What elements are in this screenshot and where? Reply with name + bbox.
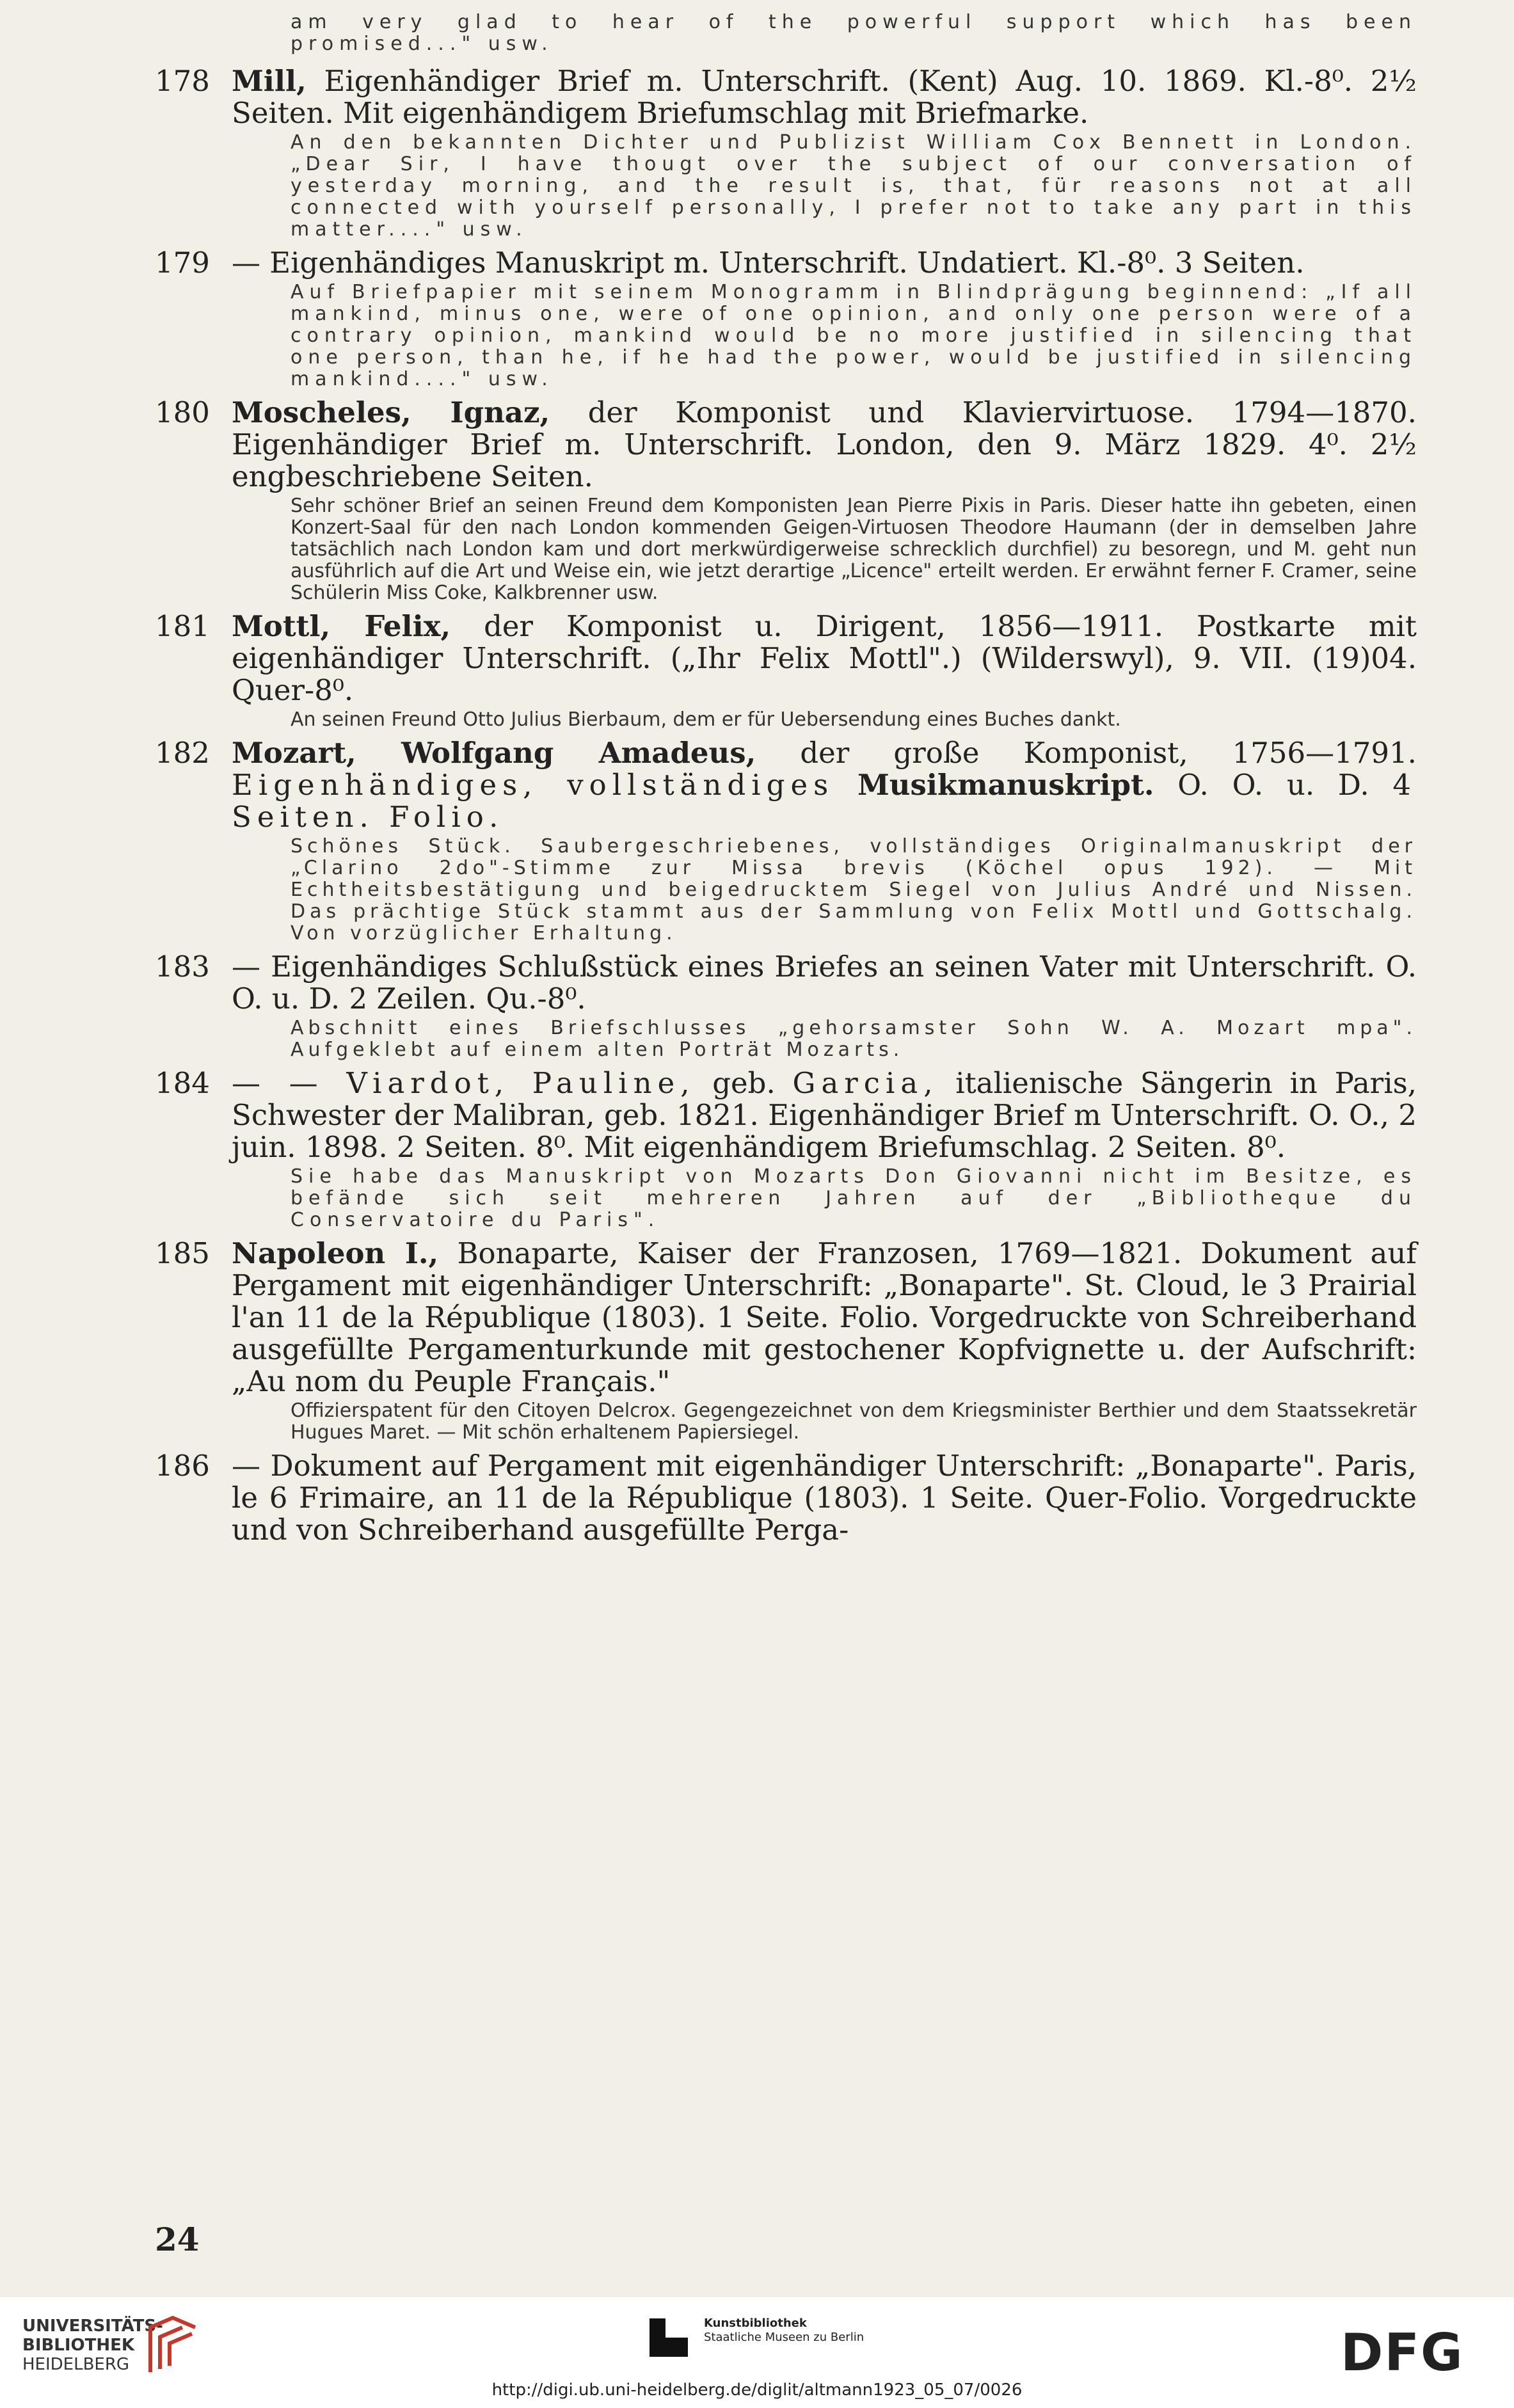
entry-text: der Komponist u. Dirigent, 1856—1911. Postkarte mit eigenhändiger Unterschrift. („Ihr Felix Mottl".) (Wilderswyl), 9. VII. (19)04. Quer-8⁰. [232, 609, 1417, 707]
entry-note: Auf Briefpapier mit seinem Monogramm in Blindprägung beginnend: „If all mankind, minus one, were of one opinion, and only one person were of a contrary opinion, mankind would be no more justified in silencing that one person, than he, if he had the power, would be justified in silencing mankind...." usw. [291, 281, 1417, 390]
entry-text: — Dokument auf Pergament mit eigenhändiger Unterschrift: „Bonaparte". Paris, le 6 Frimaire, an 11 de la République (1803). 1 Seite. Quer-Folio. Vorgedruckte und von Schreiberhand ausgefüllte Perga- [232, 1449, 1417, 1547]
entry-text-spaced-2: Garcia, [792, 1066, 939, 1100]
uni-line-2: BIBLIOTHEK [22, 2336, 135, 2355]
university-logo-icon [144, 2311, 202, 2382]
university-library-logo-text [22, 2316, 163, 2374]
entry-note: An den bekannten Dichter und Publizist William Cox Bennett in London. „Dear Sir, I have thougt over the subject of our conversation of yesterday morning, and the result is, that, für reasons not at all connected with yourself personally, I prefer not to take any part in this matter...." usw. [291, 131, 1417, 241]
dfg-logo: DFG [1341, 2323, 1464, 2382]
entry-text: geb. [712, 1066, 776, 1100]
entry-note: Sie habe das Manuskript von Mozarts Don Giovanni nicht im Besitze, es befände sich seit mehreren Jahren auf der „Bibliotheque du Conservatoire du Paris". [291, 1165, 1417, 1231]
footer-bar [0, 2297, 1514, 2408]
lead-quote: am very glad to hear of the powerful support which has been promised..." usw. [291, 11, 1417, 55]
catalog-entry-183 [155, 951, 1417, 1061]
kb-line-1: Kunstbibliothek [704, 2316, 807, 2330]
uni-line-3: HEIDELBERG [22, 2355, 130, 2374]
entry-note: Offizierspatent für den Citoyen Delcrox. Gegengezeichnet von dem Kriegsminister Berthier und dem Staatssekretär Hugues Maret. — Mit schön erhaltenem Papiersiegel. [291, 1399, 1417, 1444]
entry-text: — Eigenhändiges Manuskript m. Unterschrift. Undatiert. Kl.-8⁰. 3 Seiten. [232, 246, 1305, 280]
catalog-entry-186 [155, 1450, 1417, 1546]
catalog-entry-182 [155, 737, 1417, 945]
catalog-entry-179 [155, 247, 1417, 390]
catalog-entry-181 [155, 610, 1417, 731]
page-number: 24 [155, 2221, 200, 2258]
entry-number: 184 [155, 1066, 210, 1100]
entry-note: Schönes Stück. Saubergeschriebenes, vollständiges Originalmanuskript der „Clarino 2do"-Stimme zur Missa brevis (Köchel opus 192). — Mit Echtheitsbestätigung und beigedrucktem Siegel von Julius André und Nissen. Das prächtige Stück stammt aus der Sammlung von Felix Mottl und Gottschalg. Von vorzüglicher Erhaltung. [291, 835, 1417, 945]
entry-number: 180 [155, 395, 210, 429]
source-url[interactable]: http://digi.ub.uni-heidelberg.de/diglit/altmann1923_05_07/0026 [491, 2380, 1023, 2400]
entry-number: 178 [155, 64, 210, 98]
entry-text-bold: Musikmanuskript. [857, 768, 1154, 802]
entry-number: 179 [155, 246, 210, 280]
entry-number: 182 [155, 736, 210, 770]
entry-note: An seinen Freund Otto Julius Bierbaum, dem er für Uebersendung eines Buches dankt. [291, 708, 1121, 731]
entry-text-after: italienische Sängerin in Paris, Schwester der Malibran, geb. 1821. Eigenhändiger Brief m Unterschrift. O. O., 2 juin. 1898. 2 Seiten. 8⁰. Mit eigenhändigem Briefumschlag. 2 Seiten. 8⁰. [232, 1066, 1417, 1164]
entry-heading [232, 1067, 1417, 1163]
kunstbibliothek-text [704, 2316, 864, 2345]
entry-number: 183 [155, 950, 210, 984]
entry-text-spaced: — — Viardot, Pauline, [232, 1066, 696, 1100]
entry-text-spaced: Eigenhändiges, vollständiges [232, 768, 834, 802]
entry-heading [232, 1450, 1417, 1546]
entry-name: Napoleon I., [232, 1236, 439, 1270]
entry-name: Moscheles, Ignaz, [232, 395, 550, 429]
entry-heading [232, 951, 1417, 1015]
entry-text: Eigenhändiger Brief m. Unterschrift. (Kent) Aug. 10. 1869. Kl.-8⁰. 2½ Seiten. Mit eigenhändigem Briefumschlag mit Briefmarke. [232, 64, 1417, 130]
entry-text: Bonaparte, Kaiser der Franzosen, 1769—1821. Dokument auf Pergament mit eigenhändiger Unterschrift: „Bonaparte". St. Cloud, le 3 Prairial l'an 11 de la République (1803). 1 Seite. Folio. Vorgedruckte von Schreiberhand ausgefüllte Pergamenturkunde mit gestochener Kopfvignette u. der Aufschrift: „Au nom du Peuple Français." [232, 1236, 1417, 1398]
entry-name: Mozart, Wolfgang Amadeus, [232, 736, 756, 770]
entry-heading [232, 610, 1417, 706]
entry-number: 181 [155, 609, 210, 643]
entry-text: — Eigenhändiges Schlußstück eines Briefes an seinen Vater mit Unterschrift. O. O. u. D. 2 Zeilen. Qu.-8⁰. [232, 950, 1417, 1016]
uni-line-1: UNIVERSITÄTS- [22, 2316, 163, 2336]
entry-heading [232, 397, 1417, 493]
catalog-entry-178 [155, 65, 1417, 241]
kb-line-2: Staatliche Museen zu Berlin [704, 2331, 865, 2344]
catalog-entry-185 [155, 1238, 1417, 1444]
entry-text-spaced-2: 4 Seiten. Folio. [232, 768, 1417, 834]
entry-note: Sehr schöner Brief an seinen Freund dem Komponisten Jean Pierre Pixis in Paris. Dieser hatte ihn gebeten, einen Konzert-Saal für den nach London kommenden Geigen-Virtuosen Theodore Haumann (der in demselben Jahre tatsächlich nach London kam und dort merkwürdigerweise schrecklich durchfiel) zu besoregn, und M. geht nun ausführlich auf die Art und Weise ein, wie jetzt derartige „Licence" erteilt werden. Er erwähnt ferner F. Cramer, seine Schülerin Miss Coke, Kalkbrenner usw. [291, 495, 1417, 604]
catalog-entry-180 [155, 397, 1417, 604]
entry-text: der große Komponist, 1756—1791. [800, 736, 1417, 770]
entry-number: 185 [155, 1236, 210, 1270]
entry-text: der Komponist und Klaviervirtuose. 1794—1870. Eigenhändiger Brief m. Unterschrift. London, den 9. März 1829. 4⁰. 2½ engbeschriebene Seiten. [232, 395, 1417, 493]
entry-name: Mottl, Felix, [232, 609, 451, 643]
entry-heading [232, 1238, 1417, 1398]
entry-heading [232, 65, 1417, 129]
text-column [155, 12, 1417, 1546]
entry-name: Mill, [232, 64, 307, 98]
entry-text-after: O. O. u. D. [1177, 768, 1369, 802]
entry-note: Abschnitt eines Briefschlusses „gehorsamster Sohn W. A. Mozart mpa". Aufgeklebt auf einem alten Porträt Mozarts. [291, 1017, 1417, 1061]
entry-heading [232, 737, 1417, 833]
kunstbibliothek-logo-icon [646, 2315, 691, 2360]
entry-heading [232, 247, 1417, 279]
entry-number: 186 [155, 1449, 210, 1483]
catalog-entry-184 [155, 1067, 1417, 1231]
